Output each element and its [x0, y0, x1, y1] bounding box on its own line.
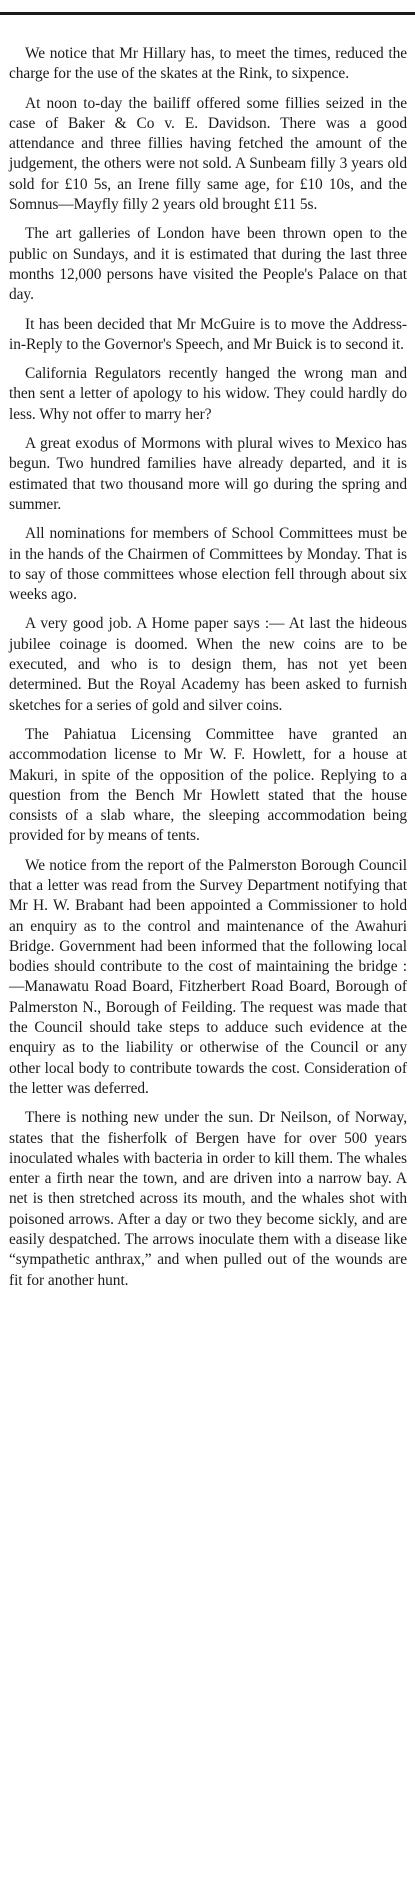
- paragraph-california-regulators: California Regulators recently hanged the wrong man and then sent a letter of apology to his widow. They could hardly do less. Why not offer to marry her?: [9, 365, 407, 423]
- column-top-rule: [0, 12, 415, 15]
- paragraph-bailiff-fillies: At noon to-day the bailiff offered some fillies seized in the case of Baker & Co v. E. Davidson. There was a good attendance and three fillies having fetched the amount of the judgement, the others were not sold. A Sunbeam filly 3 years old sold for £10 5s, an Irene filly same age, for £10 10s, and the Somnus—Mayfly filly 2 years old brought £11 5s.: [9, 94, 407, 214]
- paragraph-school-committees: All nominations for members of School Committees must be in the hands of the Chairmen of Committees by Monday. That is to say of those committees whose election fell through about six weeks ago.: [9, 525, 407, 604]
- paragraph-jubilee-coinage: A very good job. A Home paper says :— At last the hideous jubilee coinage is doomed. When the new coins are to be executed, and who is to design them, has not yet been determined. But the Royal Academy has been asked to furnish sketches for a series of gold and silver coins.: [9, 615, 407, 714]
- paragraph-awahuri-bridge: We notice from the report of the Palmerston Borough Council that a letter was read from the Survey Department notifying that Mr H. W. Brabant had been appointed a Commissioner to hold an enquiry as to the control and maintenance of the Awahuri Bridge. Government had been informed that the following local bodies should contribute to the cost of maintaining the bridge :—Manawatu Road Board, Fitzherbert Road Board, Borough of Palmerston N., Borough of Feilding. The request was made that the Council should take steps to adduce such evidence at the enquiry as to the liability or otherwise of the Council or any other local body to contribute towards the cost. Consideration of the letter was deferred.: [9, 856, 407, 1097]
- paragraph-skating-rink: We notice that Mr Hillary has, to meet the times, reduced the charge for the use of the skates at the Rink, to sixpence.: [9, 45, 407, 83]
- paragraph-mormons-exodus: A great exodus of Mormons with plural wives to Mexico has begun. Two hundred families have already departed, and it is estimated that two thousand more will go during the spring and summer.: [9, 435, 407, 513]
- paragraph-address-in-reply: It has been decided that Mr McGuire is to move the Address-in-Reply to the Governor's Speech, and Mr Buick is to second it.: [9, 315, 407, 353]
- paragraph-art-galleries: The art galleries of London have been thrown open to the public on Sundays, and it is estimated that during the last three months 12,000 persons have visited the People's Palace on that day.: [9, 225, 407, 304]
- paragraph-whale-inoculation: There is nothing new under the sun. Dr Neilson, of Norway, states that the fisherfolk of Bergen have for over 500 years inoculated whales with bacteria in order to kill them. The whales enter a firth near the town, and are driven into a narrow bay. A net is then stretched across its mouth, and the whales shot with poisoned arrows. After a day or two they become sickly, and are easily despatched. The arrows inoculate them with a disease like “sympathetic anthrax,” and when pulled out of the wounds are fit for another hunt.: [9, 1109, 407, 1289]
- paragraph-pahiatua-licensing: The Pahiatua Licensing Committee have granted an accommodation license to Mr W. F. Howlett, for a house at Makuri, in spite of the opposition of the police. Replying to a question from the Bench Mr Howlett stated that the house consists of a slab whare, the sleeping accommodation being provided for by means of tents.: [9, 725, 407, 845]
- news-column: [9, 44, 407, 1300]
